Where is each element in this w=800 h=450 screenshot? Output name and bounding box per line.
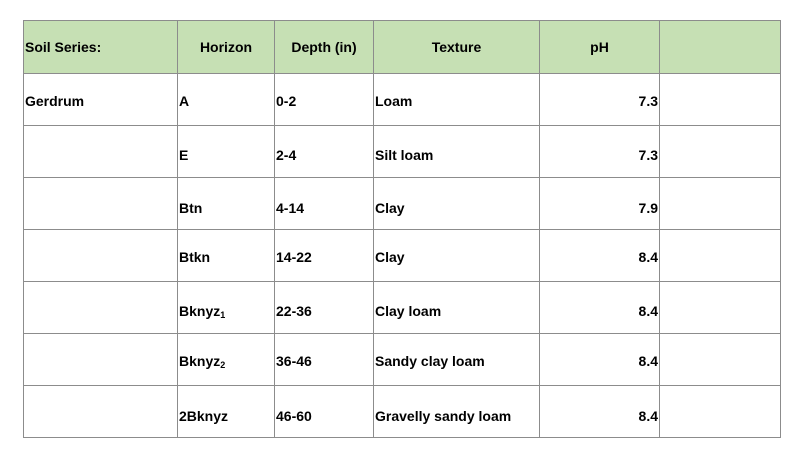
cell-horizon (178, 74, 275, 126)
horizon-label: Bknyz (179, 303, 221, 319)
cell-depth: 0-2 (275, 74, 374, 126)
table-row (24, 126, 781, 178)
cell-horizon (178, 282, 275, 334)
cell-ph: 7.9 (540, 178, 660, 230)
cell-depth: 36-46 (275, 334, 374, 386)
cell-ph: 8.4 (540, 282, 660, 334)
cell-depth: 4-14 (275, 178, 374, 230)
table-row (24, 282, 781, 334)
cell-texture: Clay (374, 230, 540, 282)
header-empty (660, 21, 781, 74)
horizon-label: 2Bknyz (179, 408, 229, 424)
cell-horizon (178, 178, 275, 230)
cell-horizon (178, 334, 275, 386)
horizon-subscript: 1 (220, 310, 226, 320)
table-header (24, 21, 781, 74)
cell-soil-series: Gerdrum (24, 74, 178, 126)
table-row (24, 230, 781, 282)
cell-empty (660, 334, 781, 386)
cell-horizon (178, 126, 275, 178)
cell-depth: 22-36 (275, 282, 374, 334)
cell-ph: 7.3 (540, 126, 660, 178)
cell-texture: Clay (374, 178, 540, 230)
header-texture: Texture (374, 21, 540, 74)
cell-ph: 8.4 (540, 334, 660, 386)
cell-soil-series (24, 230, 178, 282)
cell-soil-series (24, 386, 178, 438)
cell-soil-series (24, 126, 178, 178)
cell-texture: Silt loam (374, 126, 540, 178)
horizon-subscript: 2 (220, 360, 226, 370)
cell-texture: Gravelly sandy loam (374, 386, 540, 438)
cell-texture: Loam (374, 74, 540, 126)
cell-depth: 14-22 (275, 230, 374, 282)
table-row (24, 334, 781, 386)
header-row (24, 21, 781, 74)
cell-texture: Sandy clay loam (374, 334, 540, 386)
cell-depth: 46-60 (275, 386, 374, 438)
cell-empty (660, 282, 781, 334)
cell-texture: Clay loam (374, 282, 540, 334)
cell-ph: 7.3 (540, 74, 660, 126)
cell-horizon (178, 230, 275, 282)
horizon-label: Btn (179, 200, 203, 216)
cell-empty (660, 386, 781, 438)
soil-profile-table (23, 20, 781, 438)
cell-ph: 8.4 (540, 386, 660, 438)
cell-depth: 2-4 (275, 126, 374, 178)
cell-empty (660, 74, 781, 126)
cell-empty (660, 230, 781, 282)
table-row (24, 74, 781, 126)
cell-soil-series (24, 334, 178, 386)
table-row (24, 386, 781, 438)
horizon-label: E (179, 147, 189, 163)
header-ph: pH (540, 21, 660, 74)
header-depth: Depth (in) (275, 21, 374, 74)
cell-empty (660, 126, 781, 178)
header-horizon: Horizon (178, 21, 275, 74)
horizon-label: A (179, 93, 190, 109)
horizon-label: Bknyz (179, 353, 221, 369)
cell-soil-series (24, 282, 178, 334)
table-row (24, 178, 781, 230)
cell-soil-series (24, 178, 178, 230)
horizon-label: Btkn (179, 249, 211, 265)
cell-horizon (178, 386, 275, 438)
cell-ph: 8.4 (540, 230, 660, 282)
header-soil-series: Soil Series: (24, 21, 178, 74)
cell-empty (660, 178, 781, 230)
